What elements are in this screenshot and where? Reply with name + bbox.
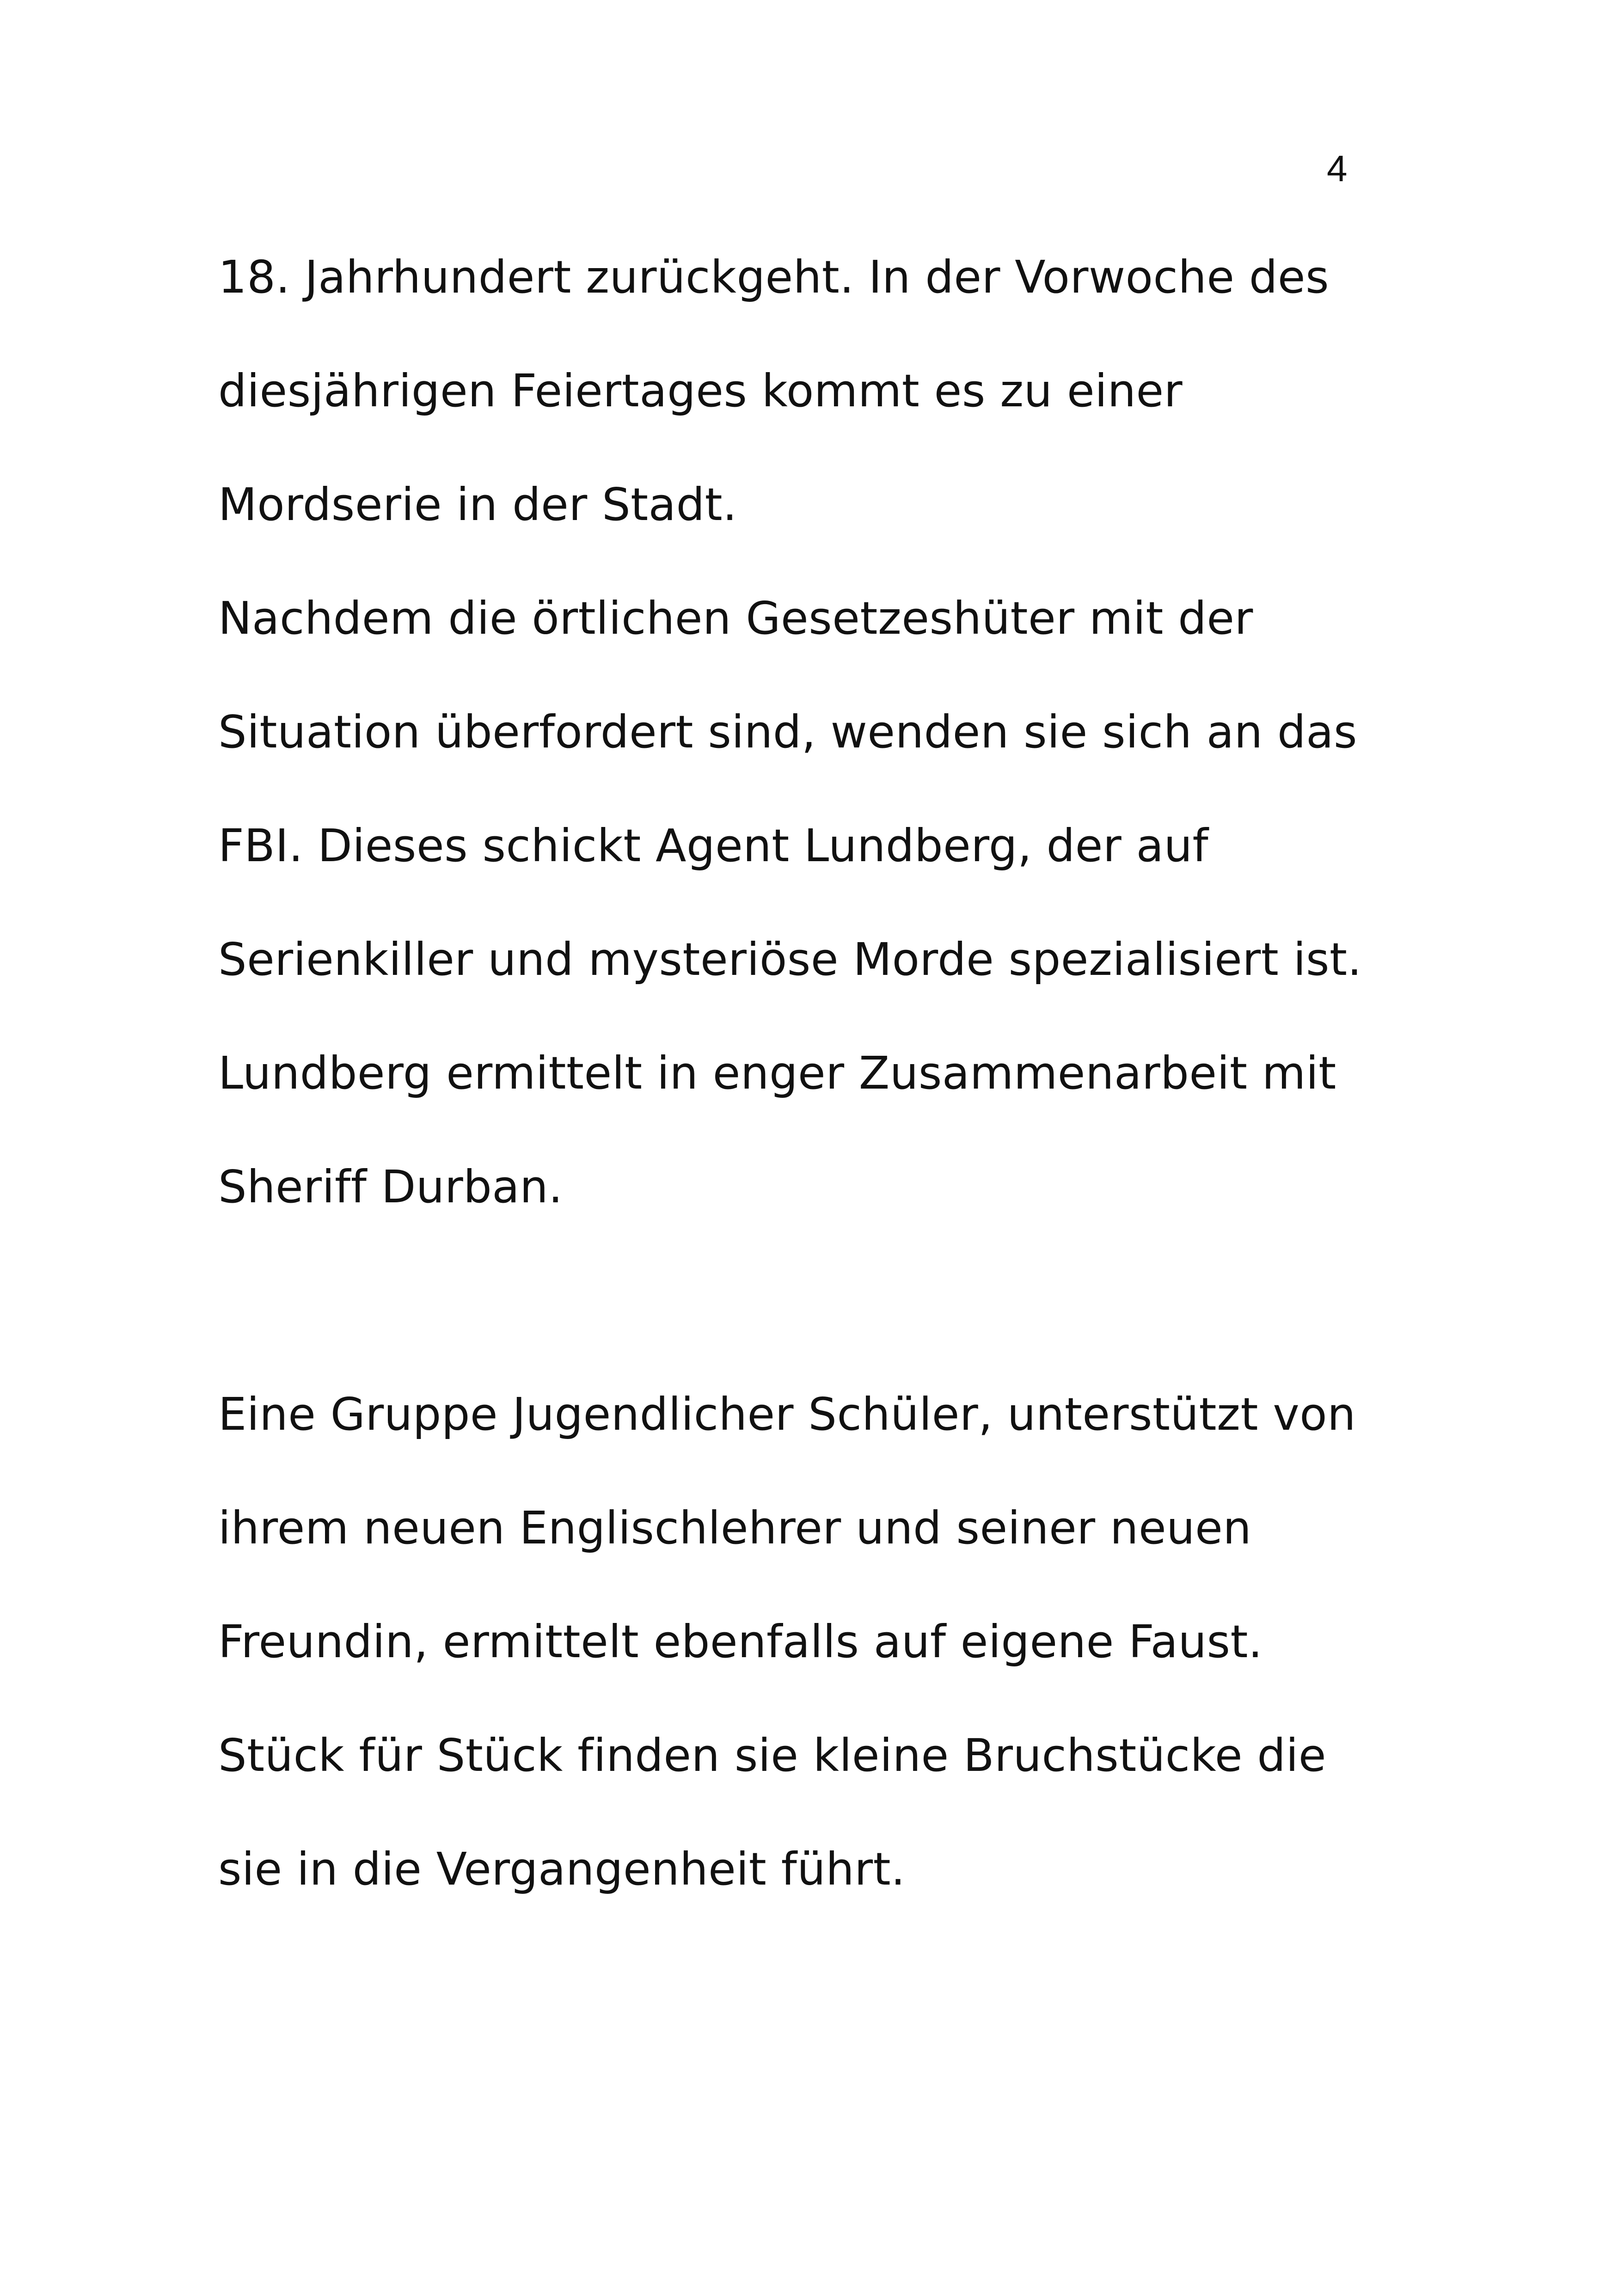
text-line: diesjährigen Feiertages kommt es zu einer xyxy=(218,365,1183,417)
text-line: Freundin, ermittelt ebenfalls auf eigene Faust. xyxy=(218,1616,1263,1668)
text-line: Eine Gruppe Jugendlicher Schüler, unterstützt von xyxy=(218,1388,1356,1440)
text-line: ihrem neuen Englischlehrer und seiner neuen xyxy=(218,1502,1252,1554)
paragraph-break xyxy=(218,1268,1420,1382)
text-line: Stück für Stück finden sie kleine Bruchstücke die xyxy=(218,1729,1327,1782)
text-line: Mordserie in der Stadt. xyxy=(218,478,737,531)
body-text xyxy=(218,245,1420,1951)
text-line: Sheriff Durban. xyxy=(218,1161,563,1213)
page-number: 4 xyxy=(1327,148,1348,189)
text-line: Situation überfordert sind, wenden sie sich an das xyxy=(218,706,1358,758)
text-line: 18. Jahrhundert zurückgeht. In der Vorwoche des xyxy=(218,251,1330,303)
text-line: Lundberg ermittelt in enger Zusammenarbeit mit xyxy=(218,1047,1336,1099)
text-line: Nachdem die örtlichen Gesetzeshüter mit der xyxy=(218,592,1253,644)
text-line: FBI. Dieses schickt Agent Lundberg, der auf xyxy=(218,820,1209,872)
text-line: sie in die Vergangenheit führt. xyxy=(218,1843,906,1895)
text-line: Serienkiller und mysteriöse Morde spezialisiert ist. xyxy=(218,933,1362,986)
